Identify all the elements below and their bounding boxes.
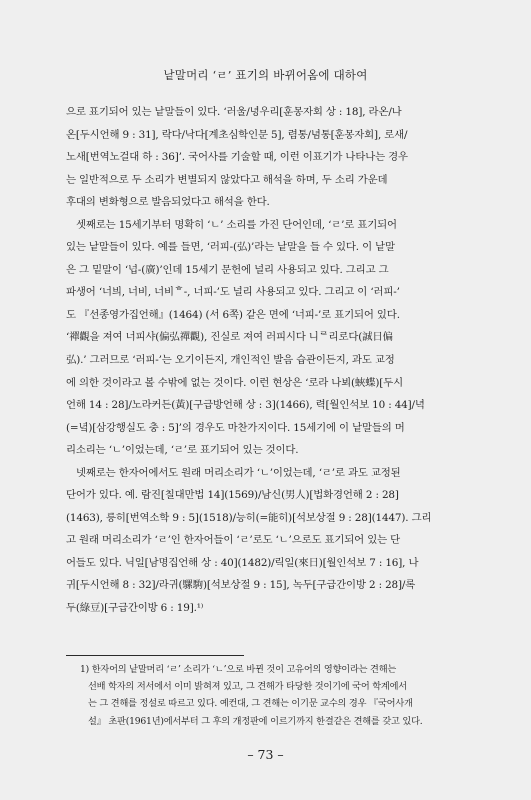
body-line: 온[두시언해 9 : 31], 락다/낙다[계초심학인문 5], 렴통/념통[훈몽자회], 로새/: [66, 128, 408, 141]
body-text: [66, 101, 470, 620]
paragraph-start-line: 넷째로는 한자어에서도 원래 머리소리가 ‘ㄴ’이었는데, ‘ㄹ’로 과도 교정된: [76, 466, 401, 479]
page-number: – 73 –: [247, 747, 284, 762]
body-line: 언해 14 : 28]/노라커든(黃)[구급방언해 상 : 3](1466), 력[월인석보 10 : 44]/녁: [66, 399, 425, 412]
body-line: (1463), 릉히[번역소학 9 : 5](1518)/능히(=能히)[석보상절 9 : 28](1447). 그리: [66, 511, 432, 524]
body-line: 리소리는 ‘ㄴ’이었는데, ‘ㄹ’로 표기되어 있는 것이다.: [66, 444, 299, 457]
footnote: [66, 661, 470, 730]
body-line: 귀[두시언해 8 : 32]/라귀(騾駒)[석보상절 9 : 15], 녹두[구급간이방 2 : 28]/록: [66, 579, 416, 592]
footnote-divider: [66, 655, 244, 656]
body-line: 노새[번역노걸대 하 : 36]’. 국어사를 기술할 때, 이런 이표기가 나타나는 경우: [66, 151, 408, 164]
body-line: 어들도 있다. 닉일[남명집언해 상 : 40](1482)/릭일(來日)[월인석보 7 : 16], 나: [66, 556, 419, 569]
paragraph-start-line: 셋째로는 15세기부터 명확히 ‘ㄴ’ 소리를 가진 단어인데, ‘ㄹ’로 표기되어: [76, 218, 397, 231]
body-line: 고 원래 머리소리가 ‘ㄹ’인 한자어들이 ‘ㄹ’로도 ‘ㄴ’으로도 표기되어 있는 단: [66, 534, 401, 547]
body-line: 있는 낱말들이 있다. 예를 들면, ‘러피-(弘)’라는 낱말을 들 수 있다. 이 낱말: [66, 241, 395, 254]
body-line: 단어가 있다. 예. 람진[칠대만법 14](1569)/남신(男人)[법화경언해 2 : 28]: [66, 489, 399, 502]
body-line: (=녘)[삼강행실도 충 : 5]’의 경우도 마찬가지이다. 15세기에 이 낱말들의 머: [66, 421, 405, 434]
running-header: 낱말머리 ‘ㄹ’ 표기의 바뀌어옴에 대하여: [163, 68, 368, 82]
body-line: 두(綠豆)[구급간이방 6 : 19].¹⁾: [66, 602, 204, 615]
body-line: ‘禪觀을 져여 너피샤(偏弘禪觀), 진실로 져여 러피시다 니ᄅ리로다(誠日偏: [66, 331, 393, 344]
footnote-line: 1) 한자어의 낱말머리 ‘ㄹ’ 소리가 ‘ㄴ’으로 바뀐 것이 고유어의 영향이라는 견해는: [80, 664, 397, 675]
body-line: 弘).’ 그러므로 ‘러피-’는 오기이든지, 개인적인 발음 습관이든지, 과도 교정: [66, 354, 395, 367]
body-line: 은 그 밑말이 ‘넙-(廣)’인데 15세기 문헌에 널리 사용되고 있다. 그리고 그: [66, 263, 389, 276]
body-line: 후대의 변화형으로 발음되었다고 해석을 한다.: [66, 196, 270, 209]
body-line: 는 일반적으로 두 소리가 변별되지 않았다고 해석을 하며, 두 소리 가운데: [66, 173, 388, 186]
body-line: 도 『선종영가집언해』(1464) (서 6쪽) 같은 면에 ‘너피-’로 표기되어 있다.: [66, 308, 400, 321]
footnote-line: 는 그 견해를 정설로 따르고 있다. 예컨대, 그 견해는 이기문 교수의 경우 『국어사개: [88, 698, 413, 710]
footnote-line: 설』 초판(1961년)에서부터 그 후의 개정판에 이르기까지 한결같은 견해를 갖고 있다.: [88, 715, 423, 727]
body-line: 파생어 ‘너븨, 너비, 너비ᄒ-, 너피-’도 널리 사용되고 있다. 그리고 이 ‘러피-’: [66, 286, 400, 299]
body-line: 에 의한 것이라고 볼 수밖에 없는 것이다. 이런 현상은 ‘로라 나뵈(蛺蝶)[두시: [66, 376, 403, 389]
body-line: 으로 표기되어 있는 낱말들이 있다. ‘러울/녕우리[훈몽자회 상 : 18], 라온/나: [66, 106, 402, 118]
footnote-line: 선배 학자의 저서에서 이미 밝혀져 있고, 그 견해가 타당한 것이기에 국어 학계에서: [88, 681, 407, 693]
